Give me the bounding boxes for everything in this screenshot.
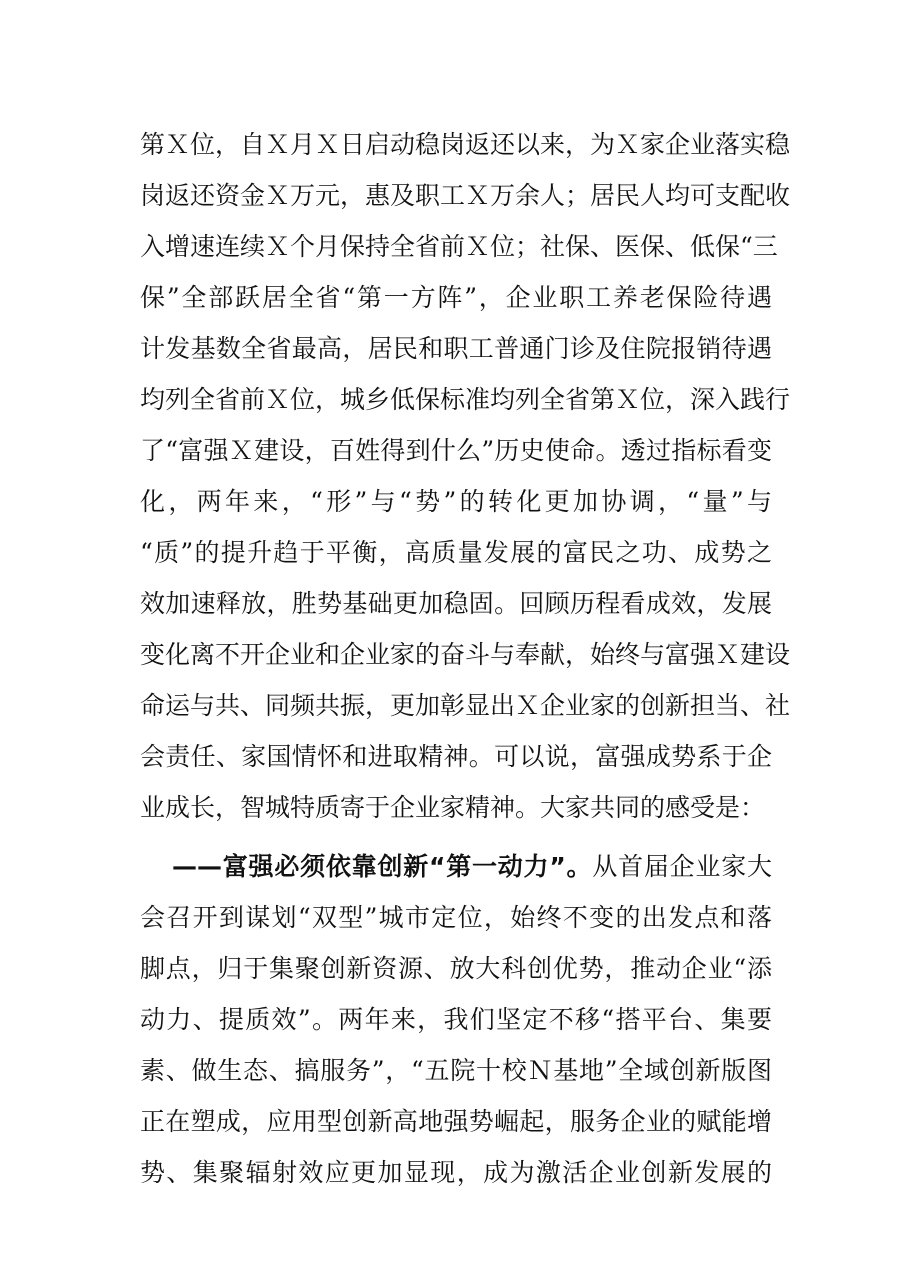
text-line: 效加速释放，胜势基础更加稳固。回顾历程看成效，发展	[140, 589, 772, 618]
text-line: 命运与共、同频共振，更加彰显出Ｘ企业家的创新担当、社	[140, 691, 791, 720]
text-line: 化，两年来，“形”与“势”的转化更加协调，“量”与	[140, 487, 772, 516]
text-line: 会召开到谋划“双型”城市定位，始终不变的出发点和落	[140, 903, 772, 932]
text-line: 正在塑成，应用型创新高地强势崛起，服务企业的赋能增	[140, 1107, 772, 1136]
text-line: 第Ｘ位，自Ｘ月Ｘ日启动稳岗返还以来，为Ｘ家企业落实稳	[140, 130, 791, 159]
text-span: 从首届企业家大	[592, 852, 772, 881]
text-line: 会责任、家国情怀和进取精神。可以说，富强成势系于企	[140, 742, 772, 771]
section-heading: ——富强必须依靠创新“第一动力”。	[172, 852, 593, 881]
text-line: 脚点，归于集聚创新资源、放大科创优势，推动企业“添	[140, 954, 772, 983]
text-line: 均列全省前Ｘ位，城乡低保标准均列全省第Ｘ位，深入践行	[140, 385, 791, 414]
paragraph-first-line	[172, 847, 772, 887]
text-line: 动力、提质效”。两年来，我们坚定不移“搭平台、集要	[140, 1005, 772, 1034]
text-line: 业成长，智城特质寄于企业家精神。大家共同的感受是：	[140, 793, 766, 822]
text-line: 素、做生态、搞服务”，“五院十校Ｎ基地”全域创新版图	[140, 1056, 772, 1085]
text-line: “质”的提升趋于平衡，高质量发展的富民之功、成势之	[140, 538, 772, 567]
text-line: 入增速连续Ｘ个月保持全省前Ｘ位；社保、医保、低保“三	[140, 232, 778, 261]
text-line: 保”全部跃居全省“第一方阵”，企业职工养老保险待遇	[140, 283, 772, 312]
text-line: 岗返还资金Ｘ万元，惠及职工Ｘ万余人；居民人均可支配收	[140, 181, 791, 210]
text-line: 变化离不开企业和企业家的奋斗与奉献，始终与富强Ｘ建设	[140, 640, 791, 669]
text-line: 了“富强Ｘ建设，百姓得到什么”历史使命。透过指标看变	[140, 436, 772, 465]
text-line: 计发基数全省最高，居民和职工普通门诊及住院报销待遇	[140, 334, 772, 363]
text-line: 势、集聚辐射效应更加显现，成为激活企业创新发展的	[140, 1158, 772, 1187]
